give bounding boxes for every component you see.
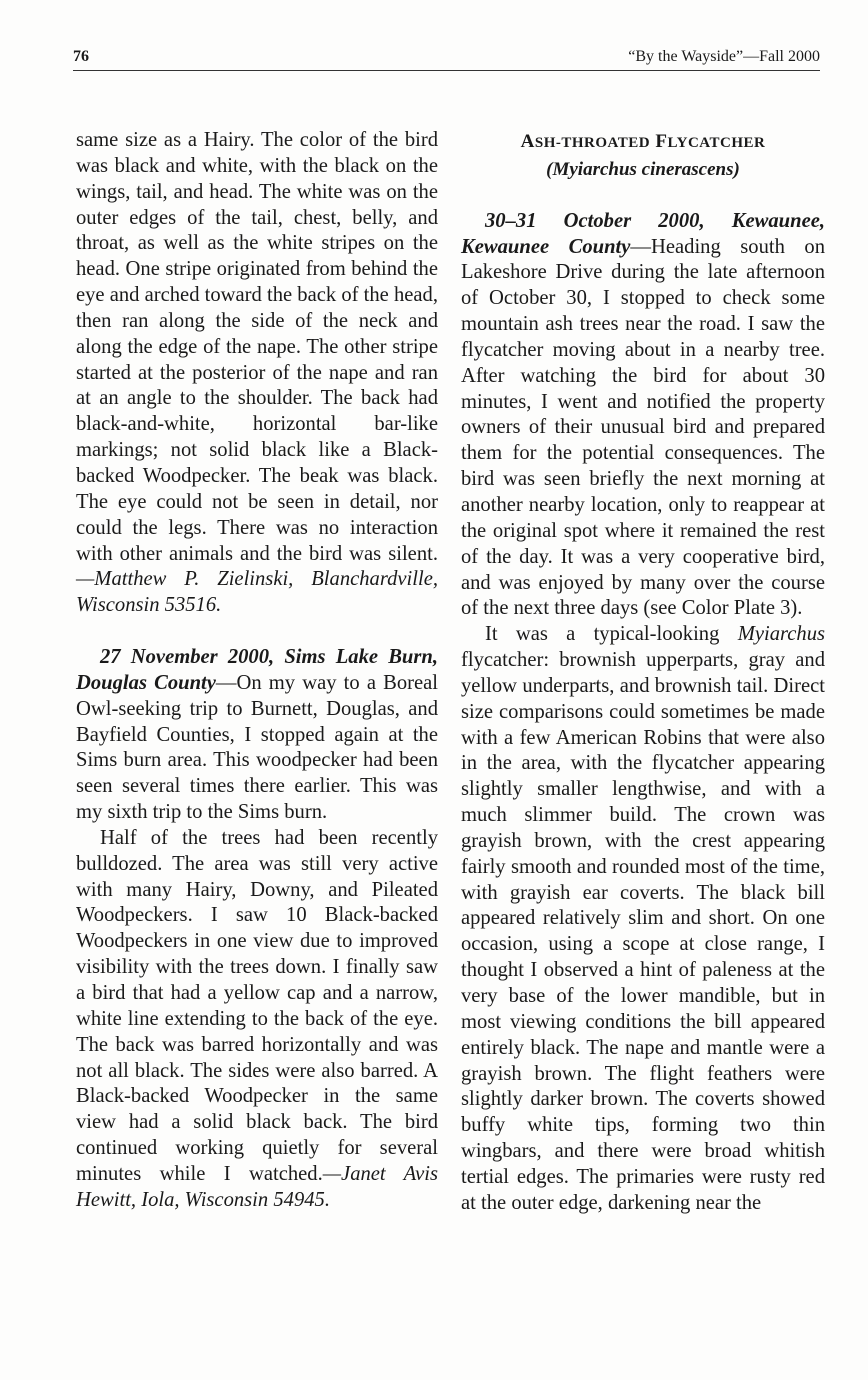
report2-signature: —Janet Avis Hewitt, Iola, Wisconsin 54945. — [76, 1162, 438, 1211]
header-rule — [73, 70, 820, 71]
report-heading: 30–31 October 2000, Kewaunee, Kewaunee County — [461, 209, 825, 258]
page-number: 76 — [73, 48, 89, 65]
right-column — [461, 129, 825, 1217]
section-gap — [76, 619, 438, 645]
report-paragraph — [461, 209, 825, 623]
species-title-small2: LYCATCHER — [667, 135, 766, 151]
section-gap — [461, 183, 825, 209]
report-paragraph-2 — [461, 622, 825, 1216]
left-column — [76, 128, 438, 1214]
continuation-paragraph — [76, 128, 438, 619]
para2-genus: Myiarchus — [737, 623, 825, 646]
report-text: —Heading south on Lakeshore Drive during the late afternoon of October 30, I stopped to check some mountain ash trees near the road. I saw the flycatcher moving about in a nearby tree. After watching the bird for about 30 minutes, I went and notified the property owners of their unusual bird and prepared them for the potential consequences. The bird was seen briefly the next morning at another nearby location, only to reappear at the original spot where it remained the rest of the day. It was a very cooperative bird, and was enjoyed by many over the course of the next three days (see Color Plate 3). — [461, 235, 825, 620]
continuation-signature: —Matthew P. Zielinski, Blanchardville, Wisconsin 53516. — [76, 568, 438, 617]
species-title-cap1: A — [520, 131, 535, 152]
report2-paragraph — [76, 645, 438, 826]
report2-para2-text: Half of the trees had been recently bulldozed. The area was still very active with many Hairy, Downy, and Pileated Woodpeckers. I saw 10 Black-backed Woodpeckers in one view due to improved visibility with the trees down. I finally saw a bird that had a yellow cap and a narrow, white line extending to the back of the eye. The back was barred horizontally and was not all black. The sides were also barred. A Black-backed Woodpecker in the same view had a solid black back. The bird continued working quietly for several minutes while I watched. — [76, 826, 438, 1185]
para2-lead: It was a typical-looking — [485, 623, 738, 646]
species-scientific-name: (Myiarchus cinerascens) — [546, 158, 740, 180]
species-title — [461, 129, 825, 157]
report2-text: —On my way to a Boreal Owl-seeking trip to Burnett, Douglas, and Bayfield Counties, I stopped again at the Sims burn area. This woodpecker had been seen several times there earlier. This was my sixth trip to the Sims burn. — [76, 671, 438, 824]
running-head: “By the Wayside”—Fall 2000 — [628, 48, 820, 65]
species-title-cap2: F — [655, 131, 668, 152]
continuation-text: same size as a Hairy. The color of the bird was black and white, with the black on the wings, tail, and head. The white was on the outer edges of the tail, chest, belly, and throat, as well as the white stripes on the head. One stripe originated from behind the eye and arched toward the back of the head, then ran along the side of the neck and along the edge of the nape. The other stripe started at the posterior of the nape and ran at an angle to the shoulder. The back had black-and-white, horizontal bar-like markings; not solid black like a Black-backed Woodpecker. The beak was black. The eye could not be seen in detail, nor could the legs. There was no interaction with other animals and the bird was silent. — [76, 129, 438, 565]
species-title-small1: SH-THROATED — [534, 135, 651, 151]
para2-text: flycatcher: brownish upperparts, gray and yellow underparts, and brownish tail. Direct size comparisons could sometimes be made with a few American Robins that were also in the area, with the flycatcher appearing slightly smaller lengthwise, and with a much slimmer build. The crown was grayish brown, with the crest appearing fairly smooth and rounded most of the time, with grayish ear coverts. The black bill appeared relatively slim and short. On one occasion, using a scope at close range, I thought I observed a hint of paleness at the very base of the lower mandible, but in most viewing conditions the bill appeared entirely black. The nape and mantle were a grayish brown. The flight feathers were slightly darker brown. The coverts showed buffy white tips, forming two thin wingbars, and there were broad whitish tertial edges. The primaries were rusty red at the outer edge, darkening near the — [461, 649, 825, 1214]
page-header — [73, 48, 820, 70]
report2-heading: 27 November 2000, Sims Lake Burn, Douglas County — [76, 646, 438, 694]
report2-paragraph-2 — [76, 826, 438, 1214]
